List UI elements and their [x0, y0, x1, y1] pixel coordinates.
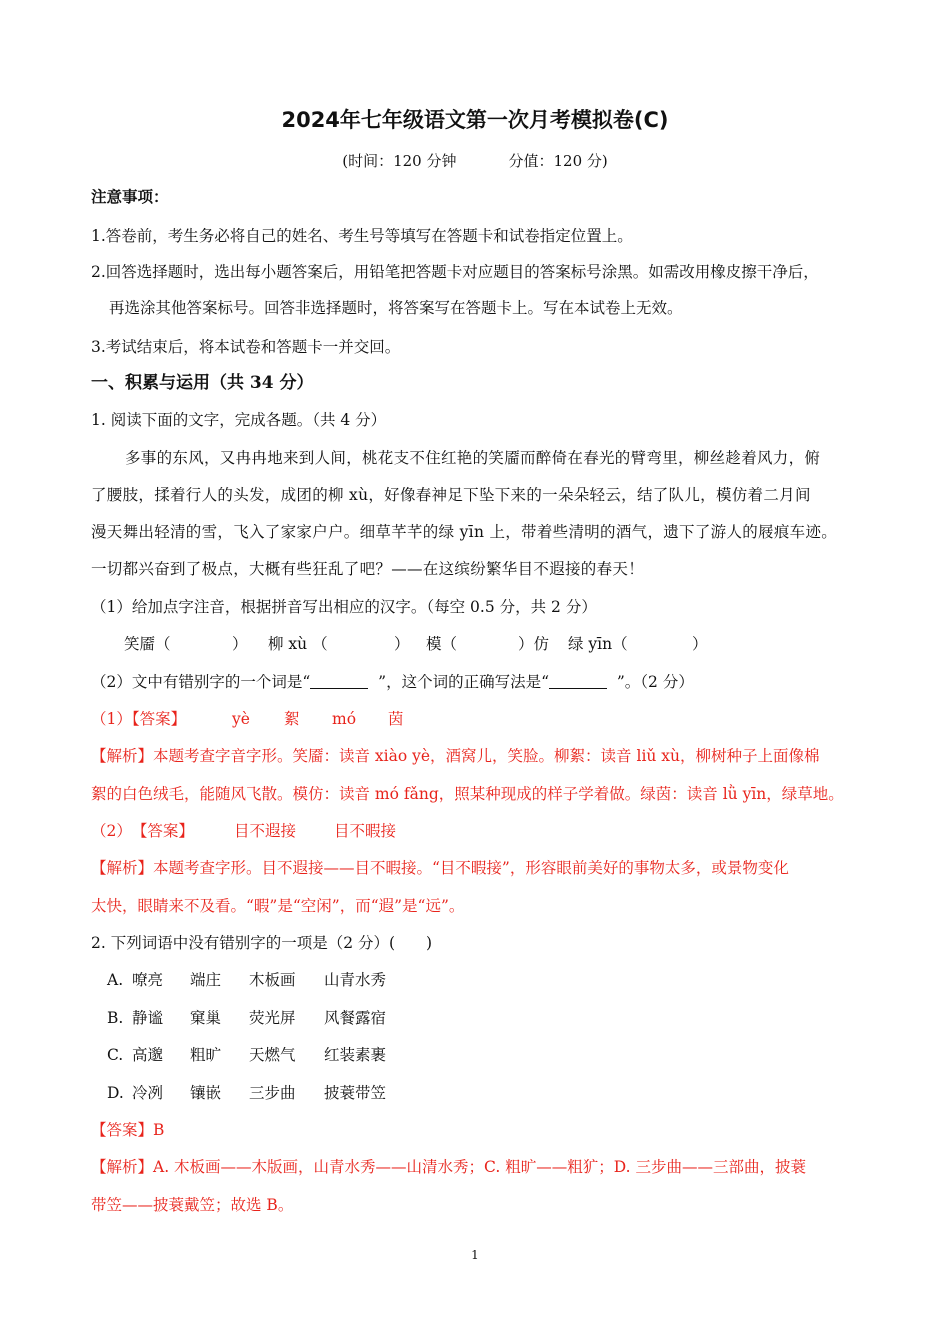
- passage-line: 了腰肢，揉着行人的头发，成团的柳 xù，好像春神足下坠下来的一朵朵轻云，结了队儿，模仿着二月间: [91, 486, 811, 504]
- option-label: A.: [107, 971, 124, 989]
- option-word: 山青水秀: [324, 971, 387, 989]
- fill-blank: 笑靥（: [124, 635, 171, 653]
- analysis-text: 【解析】A. 木板画——木版画，山青水秀——山清水秀；C. 粗旷——粗犷；D. 三步曲——三部曲，披蓑: [91, 1158, 806, 1176]
- fill-blank-close: ）: [692, 635, 708, 653]
- option-word: 高邈: [132, 1046, 164, 1064]
- option-word: 风餐露宿: [324, 1009, 387, 1027]
- option-label: C.: [107, 1046, 124, 1064]
- option-word: 窠巢: [190, 1009, 222, 1027]
- analysis-text: 太快，眼睛来不及看。“暇”是“空闲”，而“遐”是“远”。: [91, 897, 465, 915]
- notice-item: 再选涂其他答案标号。回答非选择题时，将答案写在答题卡上。写在本试卷上无效。: [109, 299, 683, 317]
- section-heading: 一、积累与运用（共 34 分）: [91, 373, 314, 393]
- option-word: 荧光屏: [249, 1009, 296, 1027]
- fill-blank-close: ）: [232, 635, 248, 653]
- option-label: B.: [107, 1009, 124, 1027]
- option-word: 静谧: [132, 1009, 164, 1027]
- option-word: 三步曲: [249, 1084, 296, 1102]
- answer-blank: [310, 674, 368, 689]
- exam-subtitle: [0, 150, 950, 171]
- sub-question: （2）文中有错别字的一个词是“ ”，这个词的正确写法是“ ”。（2 分）: [91, 673, 694, 691]
- analysis-text: 【解析】本题考查字形。目不遐接——目不暇接。“目不暇接”，形容眼前美好的事物太多，或景物变化: [91, 859, 789, 877]
- option-word: 红装素裹: [324, 1046, 387, 1064]
- fill-blank-close: ）: [394, 635, 410, 653]
- page-title: 2024年七年级语文第一次月考模拟卷(C): [281, 108, 669, 132]
- notice-heading: 注意事项：: [91, 187, 169, 206]
- fill-blank: 模（: [426, 635, 458, 653]
- option-word: 木板画: [249, 971, 296, 989]
- option-word: 镶嵌: [190, 1084, 222, 1102]
- answer-value: 茵: [388, 710, 404, 728]
- option-word: 粗旷: [190, 1046, 222, 1064]
- sub-question: （1）给加点字注音，根据拼音写出相应的汉字。（每空 0.5 分，共 2 分）: [91, 598, 597, 616]
- fill-blank: 绿 yīn（: [568, 635, 628, 653]
- answer-value: yè: [232, 710, 250, 728]
- answer-value: mó: [332, 710, 357, 728]
- passage-line: 多事的东风，又冉冉地来到人间，桃花支不住红艳的笑靥而醉倚在春光的臂弯里，柳丝趁着风力，俯: [125, 449, 821, 467]
- option-word: 天燃气: [249, 1046, 296, 1064]
- answer-label: （2） 【答案】: [91, 822, 194, 840]
- total-score: 分值：120 分): [508, 152, 608, 170]
- answer-text: 【答案】B: [91, 1121, 165, 1139]
- time-limit: (时间：120 分钟: [342, 152, 457, 170]
- fill-blank-close: ）仿: [518, 635, 550, 653]
- notice-item: 2.回答选择题时，选出每小题答案后，用铅笔把答题卡对应题目的答案标号涂黑。如需改用橡皮擦干净后，: [91, 263, 819, 281]
- page-number: 1: [471, 1248, 479, 1262]
- option-word: 披蓑带笠: [324, 1084, 387, 1102]
- passage-line: 一切都兴奋到了极点，大概有些狂乱了吧？——在这缤纷繁华目不遐接的春天！: [91, 560, 645, 578]
- option-label: D.: [107, 1084, 124, 1102]
- question-stem: 1. 阅读下面的文字，完成各题。（共 4 分）: [91, 411, 387, 429]
- option-word: 端庄: [190, 971, 222, 989]
- analysis-text: 【解析】本题考查字音字形。笑靥：读音 xiào yè，酒窝儿，笑脸。柳絮：读音 liǔ xù，柳树种子上面像棉: [91, 747, 820, 765]
- answer-value: 目不遐接: [234, 822, 297, 840]
- notice-item: 1.答卷前，考生务必将自己的姓名、考生号等填写在答题卡和试卷指定位置上。: [91, 227, 633, 245]
- answer-value: 絮: [284, 710, 300, 728]
- analysis-text: 絮的白色绒毛，能随风飞散。模仿：读音 mó fǎng，照某种现成的样子学着做。绿茵：读音 lǜ yīn，绿草地。: [91, 785, 844, 803]
- answer-value: 目不暇接: [334, 822, 397, 840]
- passage-line: 漫天舞出轻清的雪，飞入了家家户户。细草芊芊的绿 yīn 上，带着些清明的酒气，遗下了游人的屐痕车迹。: [91, 523, 838, 541]
- option-word: 冷冽: [132, 1084, 164, 1102]
- option-word: 嘹亮: [132, 971, 164, 989]
- answer-label: （1）【答案】: [91, 710, 187, 728]
- question-stem: 2. 下列词语中没有错别字的一项是（2 分）( ): [91, 934, 433, 952]
- analysis-text: 带笠——披蓑戴笠；故选 B。: [91, 1196, 294, 1214]
- fill-blank: 柳 xù （: [268, 635, 328, 653]
- notice-item: 3.考试结束后，将本试卷和答题卡一并交回。: [91, 338, 401, 356]
- answer-blank: [549, 674, 607, 689]
